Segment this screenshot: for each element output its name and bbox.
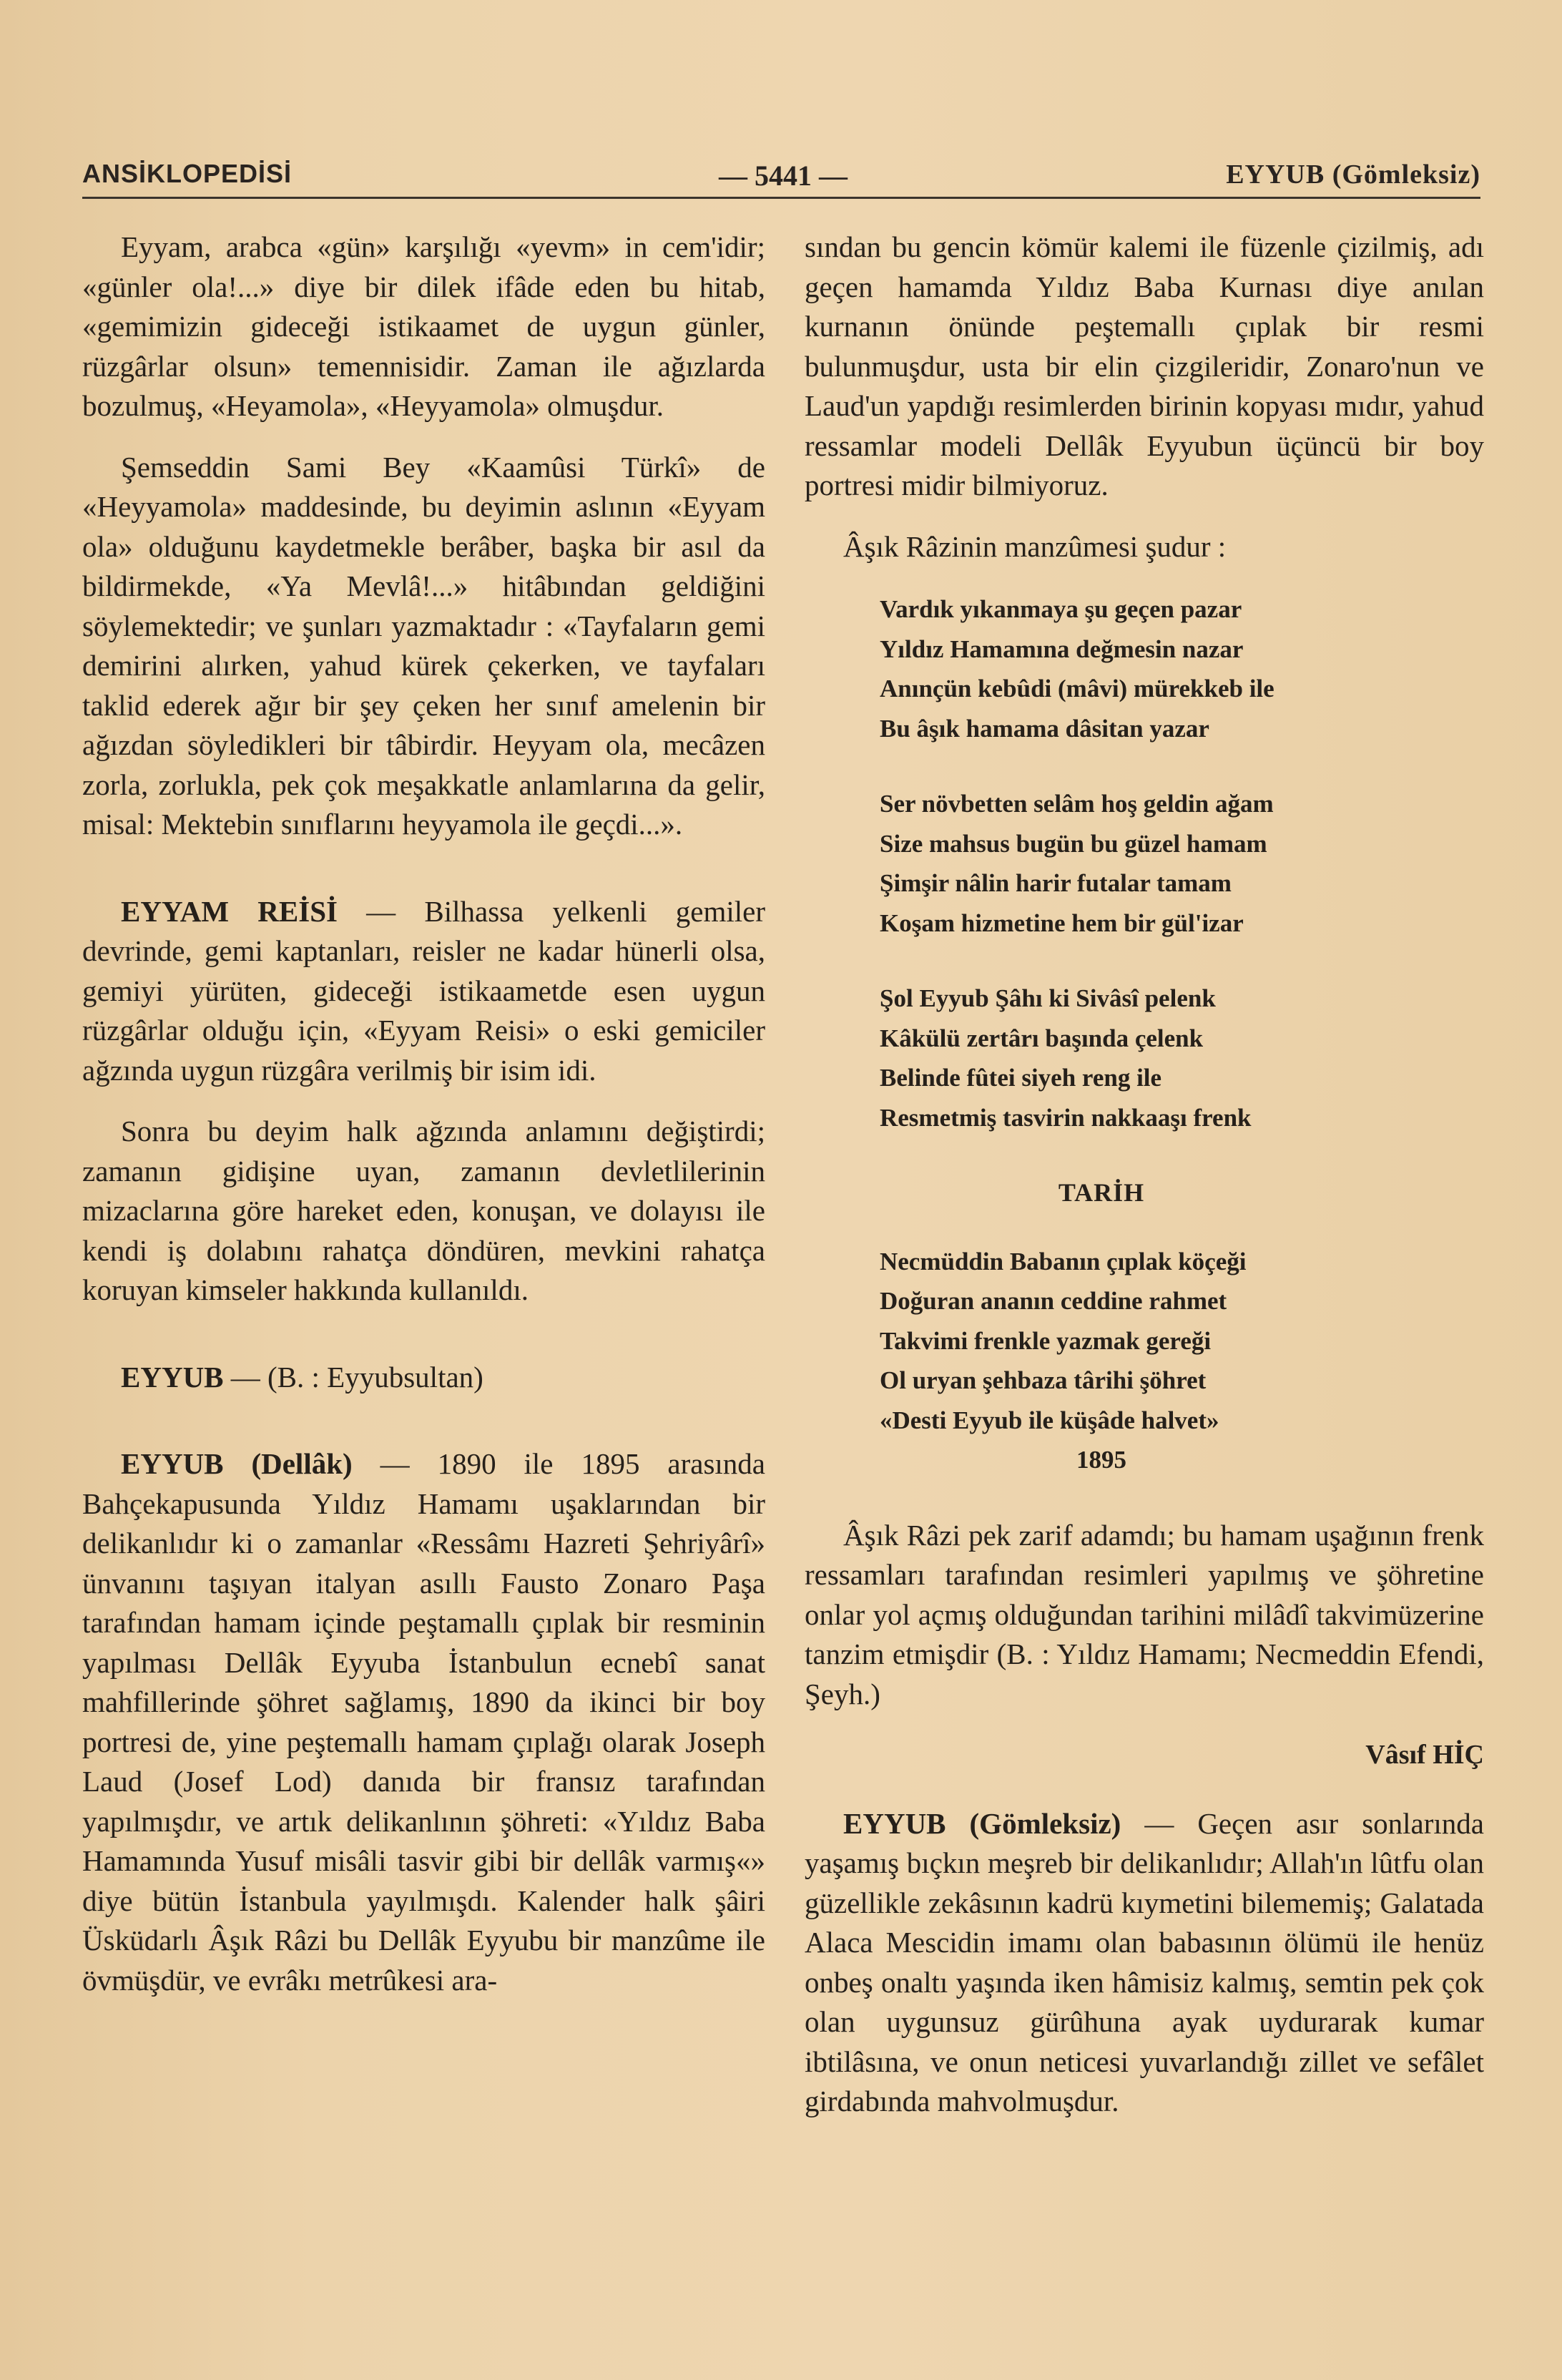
entry-eyyub-dellak — [82, 1444, 765, 2000]
poem-line: Bu âşık hamama dâsitan yazar — [880, 714, 1209, 743]
entry-eyyub-gomleksiz — [805, 1804, 1484, 2122]
poem-line: Şol Eyyub Şâhı ki Sivâsî pelenk — [880, 984, 1216, 1012]
entry-text: — Bilhassa yelkenli gemiler devrinde, gemi kaptanları, reisler ne kadar hünerli olsa, gemiyi yürüten, gideceği istikaametde esen uygun rüzgârlar olduğu için, «Eyyam Reisi» o eski gemiciler ağzında uygun rüzgâra verilmiş bir isim idi. — [82, 894, 765, 1087]
poem-line: Belinde fûtei siyeh reng ile — [880, 1064, 1162, 1092]
paragraph: Âşık Râzi pek zarif adamdı; bu hamam uşağının frenk ressamları tarafından resimleri yapılmış ve şöhretine onlar yol açmış olduğundan tarihini milâdî takvimüzerine tanzim etmişdir (B. : Yıldız Hamamı; Necmeddin Efendi, Şeyh.) — [805, 1518, 1484, 1710]
page-number: — 5441 — — [719, 160, 848, 192]
poem-line: Doğuran ananın ceddine rahmet — [880, 1287, 1227, 1315]
poem-line: Takvimi frenkle yazmak gereği — [880, 1326, 1212, 1355]
entry-text: — Geçen asır sonlarında yaşamış bıçkın meşreb bir delikanlıdır; Allah'ın lûtfu olan güzellikle zekâsının kadrü kıymetini bilememiş; Galatada Alaca Mescidin imamı olan babasının ölümü ile henüz onbeş onaltı yaşında iken hâmisiz kalmış, semtin pek çok olan uygunsuz gürûhuna ayak uydurarak kumar ibtilâsına, ve onun neticesi yuvarlandığı zillet ve sefâlet girdabında mahvolmuşdur. — [805, 1806, 1484, 2117]
poem-line: Ol uryan şehbaza târihi şöhret — [880, 1366, 1207, 1394]
poem-stanza-tarih — [880, 1242, 1484, 1480]
tarih-heading: TARİH — [1058, 1178, 1145, 1207]
right-column — [805, 227, 1484, 2143]
header-rule — [82, 197, 1480, 199]
poem-line: «Desti Eyyub ile küşâde halvet» — [880, 1406, 1219, 1434]
running-head-left: ANSİKLOPEDİSİ — [82, 159, 293, 188]
poem-line: Resmetmiş tasvirin nakkaaşı frenk — [880, 1103, 1252, 1132]
poem — [880, 589, 1484, 1480]
entry-heading: EYYUB (Gömleksiz) — [843, 1806, 1121, 1840]
entry-text: — 1890 ile 1895 arasında Bahçekapusunda Yıldız Hamamı uşaklarından bir delikanlıdır ki o zamanlar «Ressâmı Hazreti Şehriyârî» ünvanını taşıyan italyan asıllı Fausto Zonaro Paşa tarafından hamam içinde peştamallı çıplak bir resminin yapılması Dellâk Eyyuba İstanbulun ecnebî sanat mahfillerinde şöhret sağlamış, 1890 da ikinci bir boy portresi de, yine peştemallı hamam çıplağı olarak Joseph Laud (Josef Lod) danıda bir fransız tarafından yapılmışdır, ve artık delikanlının şöhreti: «Yıldız Baba Hamamında Yusuf misâli tasvir gibi bir dellâk varmış«» diye bütün İstanbula yayılmışdı. Kalender halk şâiri Üsküdarlı Âşık Râzi bu Dellâk Eyyubu bir manzûme ile övmüşdür, ve evrâkı metrûkesi ara- — [82, 1447, 765, 1997]
poem-line: Vardık yıkanmaya şu geçen pazar — [880, 595, 1242, 623]
entry-eyyub — [82, 1358, 765, 1398]
paragraph: Âşık Râzinin manzûmesi şudur : — [843, 529, 1227, 563]
poem-line: Anınçün kebûdi (mâvi) mürekkeb ile — [880, 675, 1274, 702]
poem-line: Size mahsus bugün bu güzel hamam — [880, 829, 1267, 858]
poem-line: Koşam hizmetine hem bir gül'izar — [880, 909, 1244, 937]
paragraph: Eyyam, arabca «gün» karşılığı «yevm» in cem'idir; «günler ola!...» diye bir dilek ifâde eden bu hitab, «gemimizin gideceği istikaamet de uygun günler, rüzgârlar olsun» temennisidir. Zaman ile ağızlarda bozulmuş, «Heyamola», «Heyyamola» olmuşdur. — [82, 230, 765, 422]
poem-stanza — [880, 784, 1484, 943]
entry-heading: EYYUB (Dellâk) — [121, 1447, 353, 1480]
entry-heading: EYYUB — [121, 1360, 224, 1394]
poem-year: 1895 — [1076, 1446, 1126, 1474]
poem-stanza — [880, 589, 1484, 748]
paragraph: Şemseddin Sami Bey «Kaamûsi Türkî» de «Heyyamola» maddesinde, bu deyimin aslının «Eyyam ola» olduğunu kaydetmekle berâber, başka bir asıl da bildirmekde, «Ya Mevlâ!...» hitâbından geldiğini söylemektedir; ve şunları yazmaktadır : «Tayfaların gemi demirini alırken, yahud kürek çekerken, ve tayfaları taklid ederek ağır bir şey çeken her sınıf amelenin bir ağızdan söyledikleri bir tâbirdir. Heyyam ola, mecâzen zorla, zorlukla, pek çok meşakkatle anlamlarına da gelir, misal: Mektebin sınıflarını heyyamola ile geçdi...». — [82, 450, 765, 841]
paragraph: Sonra bu deyim halk ağzında anlamını değiştirdi; zamanın gidişine uyan, zamanın devletlilerinin mizaclarına göre hareket eden, konuşan, ve dolayısı ile kendi iş dolabını rahatça döndüren, mevkini rahatça koruyan kimseler hakkında kullanıldı. — [82, 1115, 765, 1306]
entry-eyyam-reisi — [82, 892, 765, 1091]
poem-line: Şimşir nâlin harir futalar tamam — [880, 869, 1232, 897]
poem-line: Yıldız Hamamına değmesin nazar — [880, 635, 1244, 663]
page-header — [82, 152, 1480, 195]
entry-heading: EYYAM REİSİ — [121, 894, 338, 928]
poem-line: Necmüddin Babanın çıplak köçeği — [880, 1247, 1247, 1275]
poem-stanza — [880, 979, 1484, 1137]
running-head-right: EYYUB (Gömleksiz) — [1226, 160, 1480, 190]
poem-line: Kâkülü zertârı başında çelenk — [880, 1024, 1204, 1052]
entry-text: — (B. : Eyyubsultan) — [223, 1360, 483, 1394]
poem-line: Ser növbetten selâm hoş geldin ağam — [880, 790, 1274, 818]
paragraph: sından bu gencin kömür kalemi ile füzenle çizilmiş, adı geçen hamamda Yıldız Baba Kurnası diye anılan kurnanın önünde peştemallı çıplak bir resmi bulunmuşdur, usta bir elin çizgileridir, Zonaro'nun ve Laud'un yapdığı resimlerden birinin kopyası mıdır, yahud ressamlar modeli Dellâk Eyyubun üçüncü bir boy portresi midir bilmiyoruz. — [805, 230, 1484, 501]
author-signature: Vâsıf HİÇ — [1365, 1740, 1484, 1770]
left-column — [82, 227, 765, 2022]
